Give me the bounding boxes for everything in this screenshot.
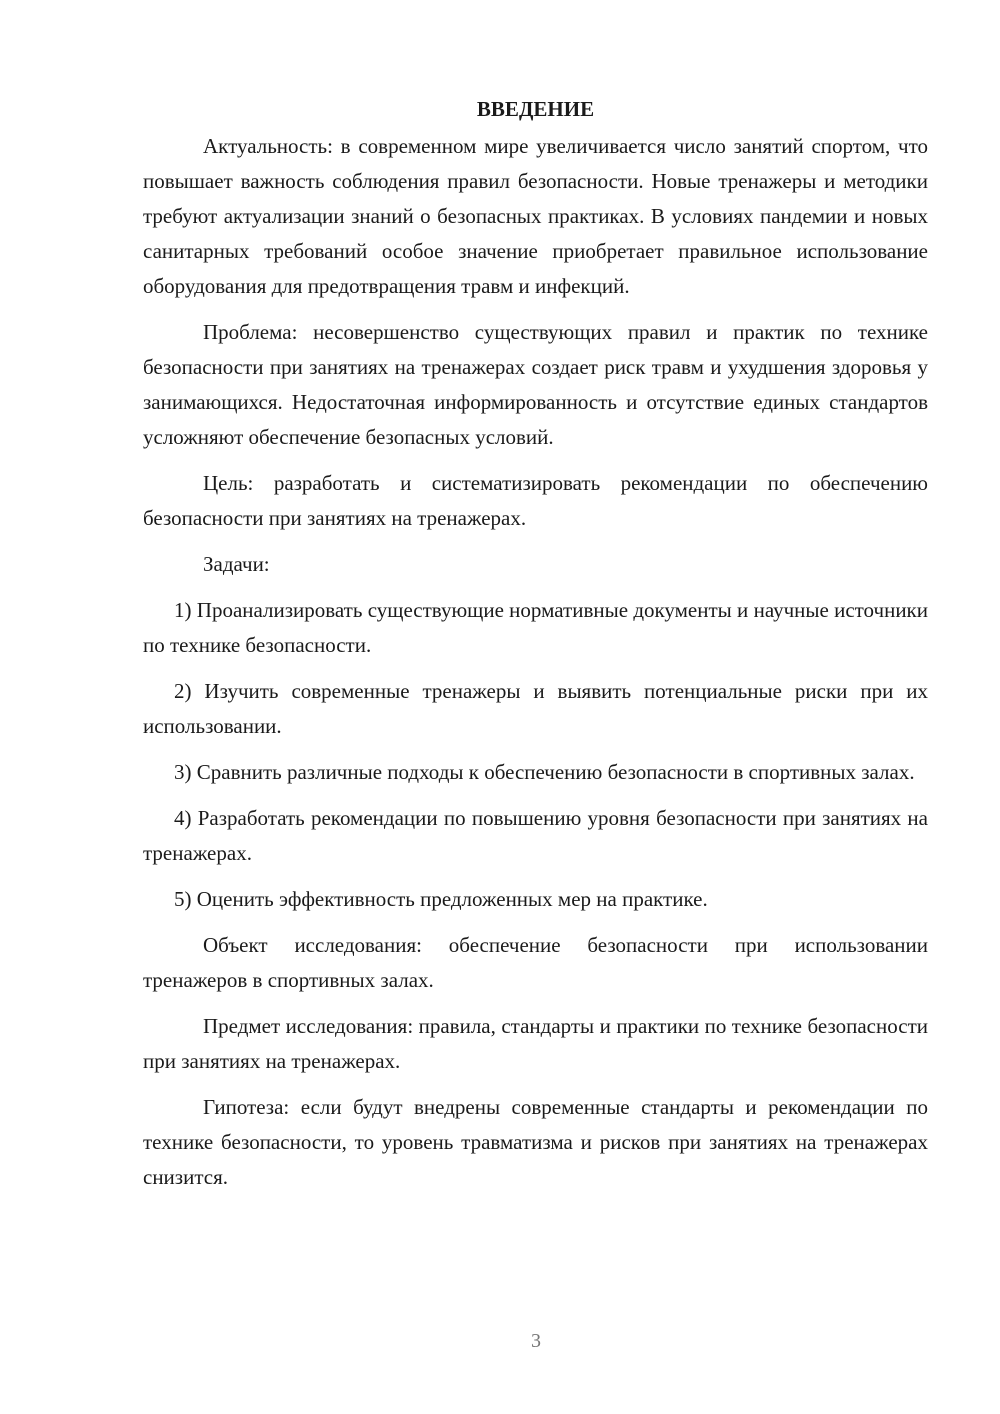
section-title: ВВЕДЕНИЕ [476, 97, 595, 121]
document-page [143, 92, 928, 1206]
problem-paragraph: Проблема: несовершенство существующих правил и практик по технике безопасности при занятиях на тренажерах создает риск травм и ухудшения здоровья у занимающихся. Недостаточная информированность и отсутствие единых стандартов усложняют обеспечение безопасных условий. [143, 320, 928, 449]
tasks-heading: Задачи: [203, 552, 270, 576]
task-item-5: 5) Оценить эффективность предложенных мер на практике. [174, 887, 708, 911]
object-paragraph: Объект исследования: обеспечение безопасности при использовании тренажеров в спортивных залах. [143, 933, 928, 992]
goal-paragraph: Цель: разработать и систематизировать рекомендации по обеспечению безопасности при занятиях на тренажерах. [143, 471, 928, 530]
page-number: 3 [531, 1330, 541, 1352]
task-item-4: 4) Разработать рекомендации по повышению уровня безопасности при занятиях на тренажерах. [143, 806, 928, 865]
task-item-3: 3) Сравнить различные подходы к обеспечению безопасности в спортивных залах. [174, 760, 915, 784]
task-item-1: 1) Проанализировать существующие нормативные документы и научные источники по технике безопасности. [143, 598, 928, 657]
relevance-paragraph: Актуальность: в современном мире увеличивается число занятий спортом, что повышает важность соблюдения правил безопасности. Новые тренажеры и методики требуют актуализации знаний о безопасных практиках. В условиях пандемии и новых санитарных требований особое значение приобретает правильное использование оборудования для предотвращения травм и инфекций. [143, 134, 928, 298]
task-item-2: 2) Изучить современные тренажеры и выявить потенциальные риски при их использовании. [143, 679, 928, 738]
hypothesis-paragraph: Гипотеза: если будут внедрены современные стандарты и рекомендации по технике безопасности, то уровень травматизма и рисков при занятиях на тренажерах снизится. [143, 1095, 928, 1189]
subject-paragraph: Предмет исследования: правила, стандарты и практики по технике безопасности при занятиях на тренажерах. [143, 1014, 928, 1073]
